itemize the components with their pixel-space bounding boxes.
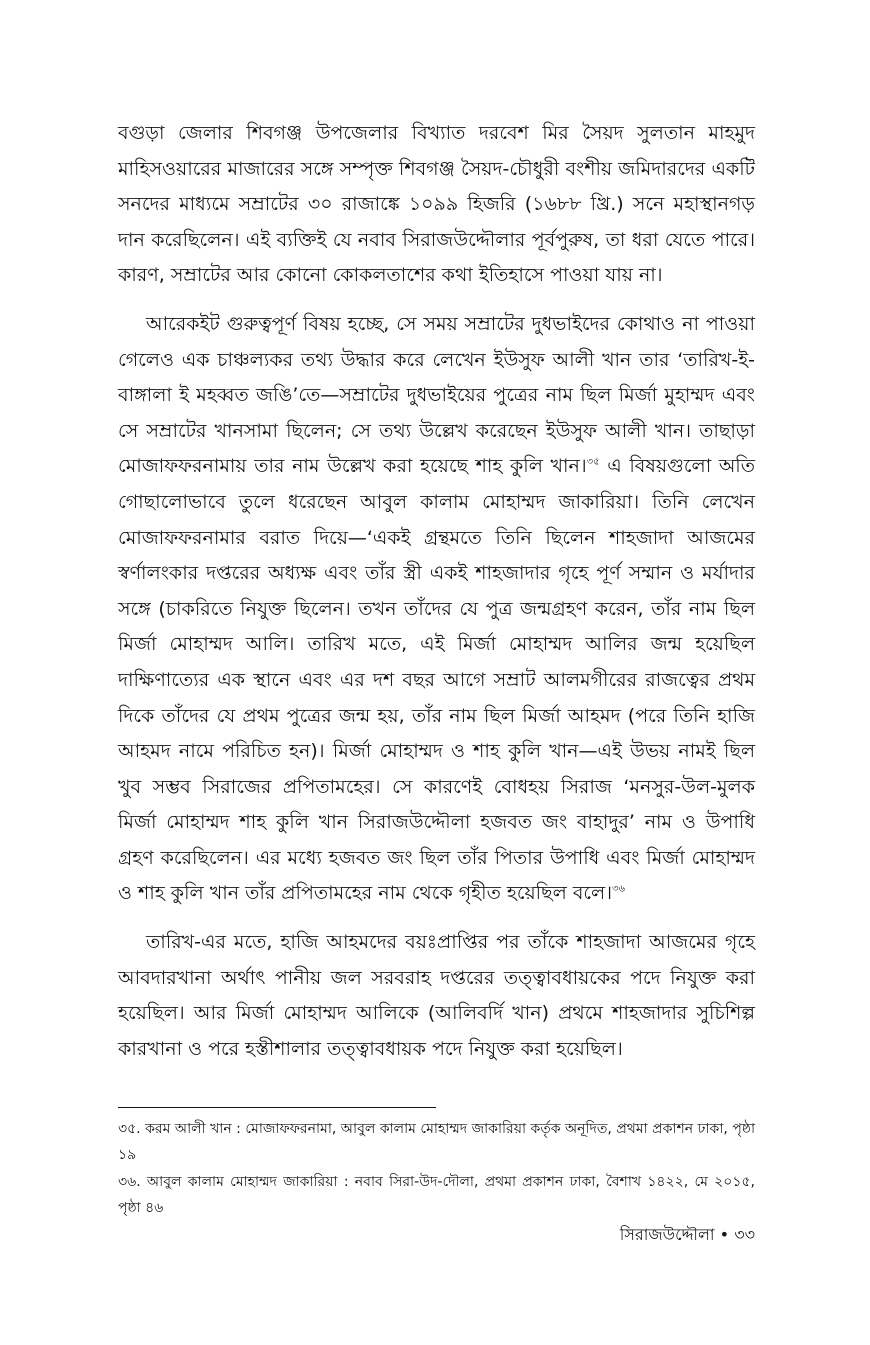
paragraph-2-text-a: আরেকইট গুরুত্বপূর্ণ বিষয় হচ্ছে, সে সময় সম্রাটের দুধভাইদের কোথাও না পাওয়া গেলেও এক চাঞ্চল্যকর তথ্য উদ্ধার করে লেখেন ইউসুফ আলী খান তার ‘তারিখ-ই-বাঙ্গালা ই মহব্বত জঙি’তে—সম্রাটের দুধভাইয়ের পুত্রের নাম ছিল মির্জা মুহাম্মদ এবং সে সম্রাটের খানসামা ছিলেন; সে তথ্য উল্লেখ করেছেন ইউসুফ আলী খান। তাছাড়া মোজাফফরনামায় তার নাম উল্লেখ করা হয়েছে শাহ কুলি খান।: [118, 312, 755, 478]
footnote-35: ৩৫. করম আলী খান : মোজাফফরনামা, আবুল কালাম মোহাম্মদ জাকারিয়া কর্তৃক অনূদিত, প্রথমা প্রকাশন ঢাকা, পৃষ্ঠা ১৯: [118, 1121, 755, 1163]
footnote-ref-35: ৩৫: [586, 457, 600, 469]
footer-separator: •: [719, 1225, 730, 1244]
paragraph-1: বগুড়া জেলার শিবগঞ্জ উপজেলার বিখ্যাত দরবেশ মির সৈয়দ সুলতান মাহমুদ মাহিসওয়ারের মাজারের সঙ্গে সম্পৃক্ত শিবগঞ্জ সৈয়দ-চৌধুরী বংশীয় জমিদারদের একটি সনদের মাধ্যমে সম্রাটের ৩০ রাজাঙ্কে ১০৯৯ হিজরি (১৬৮৮ খ্রি.) সনে মহাস্থানগড় দান করেছিলেন। এই ব্যক্তিই যে নবাব সিরাজউদ্দৌলার পূর্বপুরুষ, তা ধরা যেতে পারে। কারণ, সম্রাটের আর কোনো কোকলতাশের কথা ইতিহাসে পাওয়া যায় না।: [118, 122, 755, 287]
footnote-ref-36: ৩৬: [611, 884, 625, 896]
paragraph-2: [118, 307, 755, 912]
footnotes: [118, 1116, 755, 1222]
running-footer: [620, 1222, 755, 1248]
running-title: সিরাজউদ্দৌলা: [619, 1225, 715, 1244]
footnote-divider: [118, 1107, 436, 1108]
main-text: [118, 116, 755, 1080]
page-number: ৩৩: [734, 1225, 755, 1244]
paragraph-3: তারিখ-এর মতে, হাজি আহমদের বয়ঃপ্রাপ্তির পর তাঁকে শাহজাদা আজমের গৃহে আবদারখানা অর্থাৎ পানীয় জল সরবরাহ দপ্তরের তত্ত্বাবধায়কের পদে নিযুক্ত করা হয়েছিল। আর মির্জা মোহাম্মদ আলিকে (আলিবর্দি খান) প্রথমে শাহজাদার সুচিশিল্প কারখানা ও পরে হস্তীশালার তত্ত্বাবধায়ক পদে নিযুক্ত করা হয়েছিল।: [118, 931, 755, 1060]
paragraph-2-text-b: এ বিষয়গুলো অতি গোছালোভাবে তুলে ধরেছেন আবুল কালাম মোহাম্মদ জাকারিয়া। তিনি লেখেন মোজাফফরনামার বরাত দিয়ে—‘একই গ্রন্থমতে তিনি ছিলেন শাহজাদা আজমের স্বর্ণালংকার দপ্তরের অধ্যক্ষ এবং তাঁর স্ত্রী একই শাহজাদার গৃহে পূর্ণ সম্মান ও মর্যাদার সঙ্গে (চাকরিতে নিযুক্ত ছিলেন। তখন তাঁদের যে পুত্র জন্মগ্রহণ করেন, তাঁর নাম ছিল মির্জা মোহাম্মদ আলি। তারিখ মতে, এই মির্জা মোহাম্মদ আলির জন্ম হয়েছিল দাক্ষিণাত্যের এক স্থানে এবং এর দশ বছর আগে সম্রাট আলমগীরের রাজত্বের প্রথম দিকে তাঁদের যে প্রথম পুত্রের জন্ম হয়, তাঁর নাম ছিল মির্জা আহমদ (পরে তিনি হাজি আহমদ নামে পরিচিত হন)। মির্জা মোহাম্মদ ও শাহ কুলি খান—এই উভয় নামই ছিল খুব সম্ভব সিরাজের প্রপিতামহের। সে কারণেই বোধহয় সিরাজ ‘মনসুর-উল-মুলক মির্জা মোহাম্মদ শাহ কুলি খান সিরাজউদ্দৌলা হজবত জং বাহাদুর’ নাম ও উপাধি গ্রহণ করেছিলেন। এর মধ্যে হজবত জং ছিল তাঁর পিতার উপাধি এবং মির্জা মোহাম্মদ ও শাহ কুলি খান তাঁর প্রপিতামহের নাম থেকে গৃহীত হয়েছিল বলে।: [118, 455, 755, 905]
footnote-36: ৩৬. আবুল কালাম মোহাম্মদ জাকারিয়া : নবাব সিরা-উদ-দৌলা, প্রথমা প্রকাশন ঢাকা, বৈশাখ ১৪২২, মে ২০১৫, পৃষ্ঠা ৪৬: [118, 1174, 755, 1216]
